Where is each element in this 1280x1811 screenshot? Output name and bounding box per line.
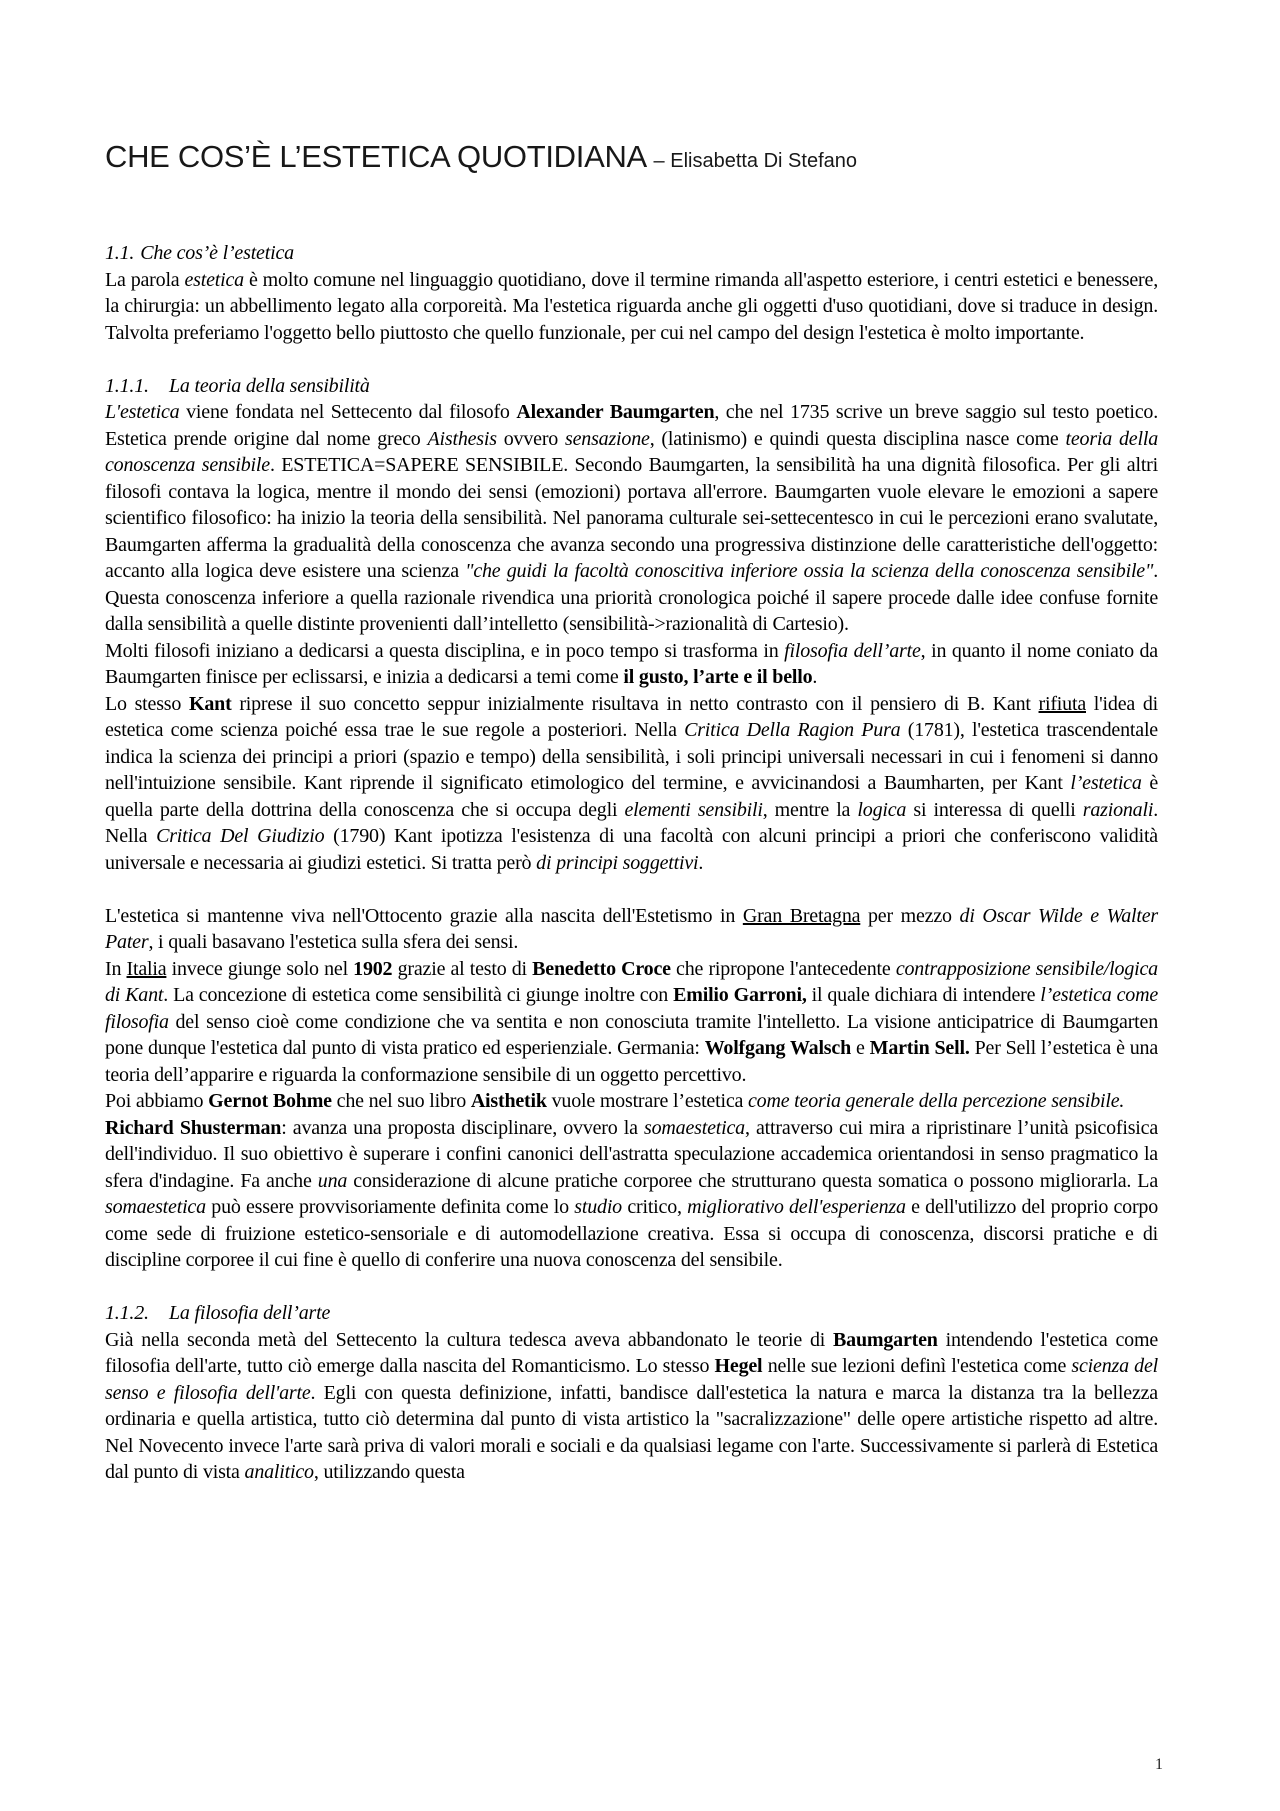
text-run: Critica Della Ragion Pura	[684, 719, 901, 741]
text-run: invece giunge solo nel	[166, 957, 354, 980]
text-run: nelle sue lezioni definì l'estetica come	[762, 1355, 1072, 1377]
text-run: rifiuta	[1038, 692, 1086, 715]
text-run: . Questa conoscenza inferiore a quella razionale rivendica una priorità cronologica poiché il sapere procede dalle idee confuse fornite dalla sensibilità a quelle distinte provenienti dall’intelletto (sensibilità->razionalità di Cartesio).	[105, 560, 1158, 635]
text-run: Gernot Bohme	[208, 1090, 332, 1112]
text-run: vuole mostrare l’estetica	[546, 1090, 748, 1112]
text-run: considerazione di alcune pratiche corporee che strutturano questa somatica o possono migliorarla. La	[347, 1169, 1158, 1192]
text-run: Lo stesso	[105, 692, 189, 715]
text-run: elementi sensibili	[624, 798, 763, 821]
text-run: Martin Sell.	[869, 1037, 970, 1059]
text-run: Alexander Baumgarten	[516, 401, 715, 423]
paragraph-spacer	[105, 1274, 1158, 1301]
text-run: teoria della conoscenza sensibile	[105, 427, 1158, 476]
text-run: Per Sell l’estetica è una teoria dell’apparire e riguarda la conformazione sensibile di un oggetto percettivo.	[105, 1037, 1159, 1086]
paragraph	[105, 903, 1158, 956]
text-run: l’estetica come filosofia	[105, 984, 1158, 1033]
text-run: di principi soggettivi	[536, 851, 699, 874]
page-number: 1	[1155, 1756, 1163, 1773]
paragraph	[105, 691, 1158, 877]
title-text: CHE COS’È L’ESTETICA QUOTIDIANA	[105, 139, 646, 174]
paragraph-spacer	[105, 876, 1158, 903]
text-run: L'estetica	[105, 401, 180, 423]
section-number: 1.1.	[105, 242, 135, 264]
text-run: scienza del senso e filosofia dell'arte	[105, 1355, 1158, 1404]
text-run: Kant	[188, 692, 232, 715]
text-run: di Oscar Wilde e Walter Pater	[105, 904, 1158, 953]
text-run: contrapposizione sensibile/logica di Kant	[105, 957, 1158, 1006]
text-run: , (latinismo) e quindi questa disciplina nasce come	[649, 427, 1066, 450]
text-run: ovvero	[496, 427, 566, 450]
text-run: che nel suo libro	[331, 1090, 471, 1112]
text-run: Wolfgang Walsch	[704, 1037, 851, 1059]
text-run: il gusto, l’arte e il bello	[623, 666, 813, 688]
text-run: si interessa di quelli	[906, 798, 1083, 821]
text-run: , mentre la	[762, 798, 858, 821]
paragraph	[105, 1088, 1158, 1115]
text-run: del senso cioè come condizione che va sentita e non conosciuta tramite l'intelletto. La visione anticipatrice di Baumgarten pone dunque l'estetica dal punto di vista pratico ed esperienziale. Germania:	[105, 1010, 1158, 1059]
text-run: grazie al testo di	[392, 957, 533, 980]
text-run: La parola	[105, 268, 185, 291]
text-run: Poi abbiamo	[105, 1090, 209, 1112]
text-run: l'idea di estetica come scienza poiché essa trae le sue regole a posteriori. Nella	[105, 692, 1158, 741]
paragraph	[105, 638, 1158, 691]
text-run: Già nella seconda metà del Settecento la cultura tedesca aveva abbandonato le teorie di	[105, 1328, 834, 1351]
text-run: .	[698, 851, 704, 874]
text-run: (1790) Kant ipotizza l'esistenza di una facoltà con alcuni principi a priori che conferiscono validità universale e necessaria ai giudizi estetici. Si tratta però	[105, 825, 1158, 874]
text-run: , in quanto il nome coniato da Baumgarten finisce per eclissarsi, e inizia a dedicarsi a temi come	[105, 639, 1158, 688]
text-run: migliorativo dell'esperienza	[687, 1196, 906, 1218]
text-run: somaestetica	[105, 1196, 206, 1218]
text-run: il quale dichiara di intendere	[806, 984, 1041, 1006]
section-number: 1.1.1.	[105, 374, 149, 397]
document-content	[105, 136, 1158, 1486]
paragraph	[105, 399, 1158, 638]
section-title: Che cos’è l’estetica	[140, 242, 294, 264]
text-run: Aisthetik	[470, 1090, 547, 1112]
text-run: critico,	[621, 1196, 688, 1218]
text-run: che ripropone l'antecedente	[670, 957, 896, 980]
text-run: L'estetica si mantenne viva nell'Ottocento grazie alla nascita dell'Estetismo in	[105, 904, 743, 927]
paragraph-spacer	[105, 346, 1158, 373]
text-run: Molti filosofi iniziano a dedicarsi a questa disciplina, e in poco tempo si trasforma in	[105, 639, 785, 662]
text-run: e	[851, 1037, 870, 1059]
text-run: sensazione	[565, 427, 650, 450]
text-run: , i quali basavano l'estetica sulla sfera dei sensi.	[148, 931, 519, 953]
text-run: In	[105, 957, 127, 980]
text-run: può essere provvisoriamente definita come lo	[205, 1196, 575, 1218]
text-run: somaestetica	[644, 1116, 745, 1139]
document-blocks	[105, 240, 1158, 1486]
text-run: logica	[857, 798, 907, 821]
page-title	[105, 136, 1158, 182]
text-run: Benedetto Croce	[532, 957, 671, 980]
text-run: e dell'utilizzo del proprio corpo come sede di fruizione estetico-sensoriale e di automodellazione creativa. Essa si occupa di conoscenza, discorsi pratiche e di discipline corporee il cui fine è quello di conferire una nuova conoscenza del sensibile.	[105, 1196, 1158, 1271]
text-run: razionali	[1082, 798, 1154, 821]
text-run: studio	[574, 1196, 622, 1218]
paragraph	[105, 956, 1158, 1089]
text-run: Critica Del Giudizio	[156, 825, 325, 847]
text-run: analitico	[244, 1461, 314, 1483]
text-run: intendendo l'estetica come filosofia dell'arte, tutto ciò emerge dalla nascita del Romanticismo. Lo stesso	[105, 1328, 1158, 1377]
text-run: "che guidi la facoltà conoscitiva inferiore ossia la scienza della conoscenza sensibile"	[465, 560, 1154, 582]
text-run: l’estetica	[1070, 772, 1142, 794]
text-run: viene fondata nel Settecento dal filosofo	[179, 401, 517, 423]
text-run: . La concezione di estetica come sensibilità ci giunge inoltre con	[163, 984, 674, 1006]
text-run: filosofia dell’arte	[784, 639, 921, 662]
text-run: Baumgarten	[833, 1328, 938, 1351]
text-run: estetica	[184, 268, 244, 291]
text-run: per mezzo	[860, 904, 960, 927]
text-run: . Nella	[105, 798, 1158, 847]
text-run: .	[812, 666, 818, 688]
section-heading	[105, 240, 1158, 267]
text-run: Emilio Garroni,	[673, 984, 807, 1006]
text-run: Richard Shusterman	[105, 1116, 282, 1139]
paragraph	[105, 1327, 1158, 1486]
text-run: Gran Bretagna	[742, 904, 861, 927]
text-run: è molto comune nel linguaggio quotidiano, dove il termine rimanda all'aspetto esteriore, i centri estetici e benessere, la chirurgia: un abbellimento legato alla corporeità. Ma l'estetica riguarda anche gli oggetti d'uso quotidiani, dove si traduce in design. Talvolta preferiamo l'oggetto bello piuttosto che quello funzionale, per cui nel campo del design l'estetica è molto importante.	[105, 268, 1158, 344]
section-heading	[105, 1300, 1158, 1327]
text-run: è quella parte della dottrina della conoscenza che si occupa degli	[105, 772, 1158, 821]
text-run: (1781), l'estetica trascendentale indica la scienza dei principi a priori (spazio e tempo) della sensibilità, i soli principi universali necessari in cui i fenomeni si danno nell'intuizione sensibile. Kant riprende il significato etimologico del termine, e avvicinandosi a Baumharten, per Kant	[105, 719, 1158, 794]
text-run: . Egli con questa definizione, infatti, bandisce dall'estetica la natura e marca la distanza tra la bellezza ordinaria e quella artistica, tutto ciò determina dal punto di vista artistico la "sacralizzazione" delle opere artistiche rispetto ad altre. Nel Novecento invece l'arte sarà priva di valori morali e sociali e da qualsiasi legame con l'arte. Successivamente si parlerà di Estetica dal punto di vista	[105, 1381, 1158, 1483]
text-run: : avanza una proposta disciplinare, ovvero la	[281, 1116, 645, 1139]
text-run: Aisthesis	[427, 427, 497, 450]
section-number: 1.1.2.	[105, 1302, 149, 1324]
text-run: Hegel	[714, 1355, 763, 1377]
text-run: come teoria generale della percezione sensibile.	[747, 1090, 1125, 1112]
text-run: 1902	[353, 957, 393, 980]
paragraph	[105, 1115, 1158, 1274]
author-text: – Elisabetta Di Stefano	[653, 150, 858, 172]
text-run: , utilizzando questa	[313, 1461, 465, 1483]
text-run: , che nel 1735 scrive un breve saggio sul testo poetico. Estetica prende origine dal nome greco	[105, 401, 1158, 450]
section-title: La teoria della sensibilità	[169, 374, 370, 397]
text-run: Italia	[126, 957, 167, 980]
text-run: , attraverso cui mira a ripristinare l’unità psicofisica dell'individuo. Il suo obiettivo è superare i confini canonici dell'astratta speculazione accademica orientandosi in senso pragmatico la sfera d'indagine. Fa anche	[105, 1116, 1159, 1192]
section-heading	[105, 373, 1158, 400]
section-title: La filosofia dell’arte	[169, 1302, 331, 1324]
text-run: . ESTETICA=SAPERE SENSIBILE. Secondo Baumgarten, la sensibilità ha una dignità filosofica. Per gli altri filosofi contava la logica, mentre il mondo dei sensi (emozioni) portava all'errore. Baumgarten vuole elevare le emozioni a sapere scientifico filosofico: ha inizio la teoria della sensibilità. Nel panorama culturale sei-settecentesco in cui le percezioni erano svalutate, Baumgarten afferma la gradualità della conoscenza che avanza secondo una progressiva distinzione delle caratteristiche dell'oggetto: accanto alla logica deve esistere una scienza	[105, 454, 1158, 582]
text-run: riprese il suo concetto seppur inizialmente risultava in netto contrasto con il pensiero di B. Kant	[231, 692, 1039, 715]
paragraph	[105, 267, 1158, 347]
text-run: una	[317, 1169, 348, 1192]
